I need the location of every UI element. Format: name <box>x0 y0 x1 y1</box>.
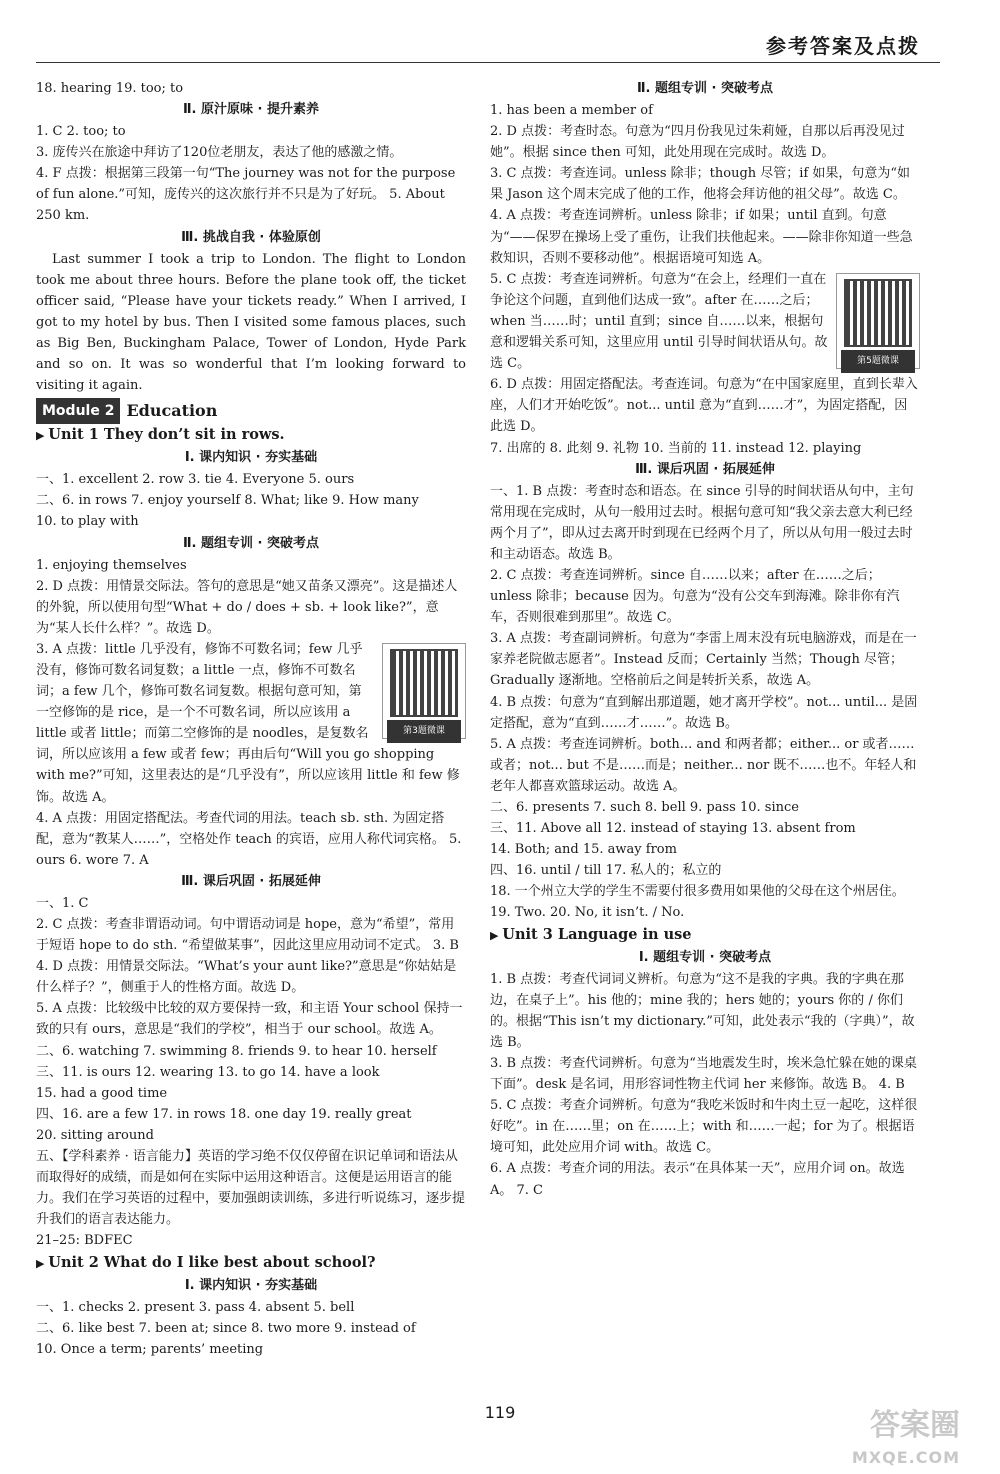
section-heading: Ⅰ. 课内知识 · 夯实基础 <box>184 1277 318 1293</box>
answer-line: 二、6. in rows 7. enjoy yourself 8. What; like 9. How many <box>36 493 419 509</box>
answer-line: 2. C 点拨：考查非谓语动词。句中谓语动词是 hope，意为“希望”，常用于短语 hope to do sth. “希望做某事”，因此这里应用动词不定式。 3. B <box>36 917 459 954</box>
answer-line: 3. C 点拨：考查连词。unless 除非；though 尽管；if 如果，句意为“如果 Jason 这个周末完成了他的工作，他将会拜访他的祖父母”。故选 C。 <box>490 166 911 203</box>
answer-line: 三、11. is ours 12. wearing 13. to go 14. have a look <box>36 1064 380 1080</box>
module-title: Education <box>126 401 218 421</box>
answer-line: 5. A 点拨：比较级中比较的双方要保持一致，和主语 Your school 保持一致的只有 ours，意思是“我们的学校”，相当于 our school。故选 A。 <box>36 1001 463 1038</box>
answer-line: 21–25: BDFEC <box>36 1233 133 1249</box>
qr-code-micro-lesson-3[interactable] <box>382 643 466 739</box>
answer-line: 一、1. checks 2. present 3. pass 4. absent 5. bell <box>36 1299 355 1315</box>
watermark-text: 答案圈 <box>870 1408 960 1443</box>
answer-line: 4. A 点拨：考查连词辨析。unless 除非；if 如果；until 直到。句意为“——保罗在操场上受了重伤，让我们扶他起来。——除非你知道一些急救知识，否则不要移动他”。根据语境可知选 A。 <box>490 208 913 266</box>
unit-heading: ▶ Unit 3 Language in use <box>490 924 920 947</box>
answer-line: 2. C 点拨：考查连词辨析。since 自……以来；after 在……之后；unless 除非；because 因为。句意为“没有公交车到海滩。除非你有汽车，否则很难到那里”。故选 C。 <box>490 567 900 626</box>
left-column <box>36 78 466 1360</box>
watermark-logo <box>852 1410 960 1474</box>
answer-line: 18. 一个州立大学的学生不需要付很多费用如果他的父母在这个州居住。 <box>490 884 905 900</box>
answer-line: 7. 出席的 8. 此刻 9. 礼物 10. 当前的 11. instead 12. playing <box>490 440 862 456</box>
answer-line: 3. 庞传兴在旅途中拜访了120位老朋友，表达了他的感激之情。 <box>36 145 403 161</box>
qr-label: 第3题微课 <box>387 720 461 743</box>
watermark-url: MXQE.COM <box>851 1448 960 1467</box>
answer-line: 二、6. watching 7. swimming 8. friends 9. to hear 10. herself <box>36 1043 437 1059</box>
answer-line: 20. sitting around <box>36 1127 154 1143</box>
right-column <box>490 78 920 1201</box>
answer-line: 19. Two. 20. No, it isn’t. / No. <box>490 905 685 921</box>
qr-code-micro-lesson-5[interactable] <box>836 273 920 369</box>
answer-line: 3. A 点拨：考查副词辨析。句意为“李雷上周末没有玩电脑游戏，而是在一家养老院做志愿者”。Instead 反而；Certainly 当然；Though 尽管；Gradually 逐渐地。空格前后之间是转折关系，故选 A。 <box>490 631 917 689</box>
answer-line: 4. A 点拨：用固定搭配法。考查代词的用法。teach sb. sth. 为固定搭配，意为“教某人……”，空格处作 teach 的宾语，应用人称代词宾格。 5. ours 6. wore 7. A <box>36 810 462 868</box>
answer-line: 15. had a good time <box>36 1085 168 1101</box>
answer-line: 5. C 点拨：考查连词辨析。句意为“在会上，经理们一直在争论这个问题，直到他们达成一致”。after 在……之后；when 当……时；until 直到；since 自……以来，根据句意和逻辑关系可知，这里应用 until 引导时间状语从句。故选 C。 <box>490 271 828 372</box>
header-rule <box>36 62 940 63</box>
answer-line: 18. hearing 19. too; to <box>36 81 184 96</box>
essay-paragraph: Last summer I took a trip to London. The flight to London took me about three hours. Before the plane took off, the ticket officer said, “Please have your tickets ready.” When I arrived, I got to my hotel by bus. Then I visited some famous places, such as Big Ben, Buckingham Palace, Tower of London, Hyde Park and so on. It was so wonderful that I’m looking forward to visiting it again. <box>36 251 466 394</box>
answer-line: 5. C 点拨：考查介词辨析。句意为“我吃米饭时和牛肉土豆一起吃，这样很好吃”。in 在……里；on 在……上；with 和……一起；for 为了。根据语境可知，此处应用介词 with。故选 C。 <box>490 1098 918 1156</box>
section-heading: Ⅲ. 挑战自我 · 体验原创 <box>181 229 321 245</box>
module-heading <box>36 398 466 424</box>
section-heading: Ⅰ. 课内知识 · 夯实基础 <box>184 450 318 466</box>
answer-line: 6. D 点拨：用固定搭配法。考查连词。句意为“在中国家庭里，直到长辈入座，人们才开始吃饭”。not... until 意为“直到……才”，为固定搭配，因此选 D。 <box>490 377 918 435</box>
section-heading: Ⅱ. 题组专训 · 突破考点 <box>182 535 320 551</box>
section-heading: Ⅰ. 题组专训 · 突破考点 <box>638 949 772 965</box>
answer-line: 二、6. presents 7. such 8. bell 9. pass 10. since <box>490 800 799 815</box>
page-number: 119 <box>484 1403 516 1422</box>
qr-label: 第5题微课 <box>841 350 915 373</box>
answer-line: 四、16. are a few 17. in rows 18. one day 19. really great <box>36 1106 412 1122</box>
running-header: 参考答案及点拨 <box>766 34 920 58</box>
answer-line: 4. F 点拨：根据第三段第一句“The journey was not for the purpose of fun alone.”可知，庞传兴的这次旅行并不只是为了好玩。 5. About 250 km. <box>36 166 456 224</box>
section-heading: Ⅱ. 原汁原味 · 提升素养 <box>182 102 320 118</box>
answer-line: 2. D 点拨：用情景交际法。答句的意思是“她又苗条又漂亮”。这是描述人的外貌，所以使用句型“What + do / does + sb. + look like?”，意为“某人长什么样？”。故选 D。 <box>36 578 458 636</box>
answer-line: 10. Once a term; parents’ meeting <box>36 1341 264 1357</box>
answer-line: 1. C 2. too; to <box>36 124 126 140</box>
answer-line: 三、11. Above all 12. instead of staying 13. absent from <box>490 821 856 837</box>
answer-line: 一、1. B 点拨：考查时态和语态。在 since 引导的时间状语从句中，主句常用现在完成时，从句一般用过去时。根据句意可知“我父亲去意大利已经两个月了”，即从过去离开时到现在已经两个月了，所以从句用一般过去时和主动语态。故选 B。 <box>490 483 914 562</box>
section-heading: Ⅱ. 题组专训 · 突破考点 <box>636 81 774 96</box>
answer-line: 1. enjoying themselves <box>36 557 187 573</box>
qr-code-icon <box>390 649 458 717</box>
answer-line: 3. B 点拨：考查代词辨析。句意为“当地震发生时，埃米急忙躲在她的课桌下面”。desk 是名词，用形容词性物主代词 her 来修饰。故选 B。 4. B <box>490 1055 917 1093</box>
answer-line: 二、6. like best 7. been at; since 8. two more 9. instead of <box>36 1320 416 1336</box>
answer-line: 一、1. C <box>36 895 89 911</box>
answer-line: 10. to play with <box>36 514 139 530</box>
answer-line: 一、1. excellent 2. row 3. tie 4. Everyone 5. ours <box>36 472 355 488</box>
qr-code-icon <box>844 279 912 347</box>
answer-line: 1. has been a member of <box>490 103 653 118</box>
answer-line: 五、【学科素养 · 语言能力】英语的学习绝不仅仅停留在识记单词和语法从而取得好的成绩，而是如何在实际中运用这种语言。这便是运用语言的能力。我们在学习英语的过程中，要加强朗读训练，多进行听说练习，逐步提升我们的语言表达能力。 <box>36 1149 466 1228</box>
answer-line: 1. B 点拨：考查代词词义辨析。句意为“这不是我的字典。我的字典在那边，在桌子上”。his 他的；mine 我的；hers 她的；yours 你的 / 你们的。根据“This isn’t my dictionary.”可知，此处表示“我的（字典）”，故选 B。 <box>490 971 915 1050</box>
unit-heading: ▶ Unit 2 What do I like best about school? <box>36 1252 466 1275</box>
section-heading: Ⅲ. 课后巩固 · 拓展延伸 <box>181 873 321 889</box>
answer-line: 5. A 点拨：考查连词辨析。both... and 和两者都；either... or 或者……或者；not... but 不是……而是；neither... nor 既不……也不。年轻人和老年人都喜欢篮球运动。故选 A。 <box>490 736 917 794</box>
answer-line: 6. A 点拨：考查介词的用法。表示“在具体某一天”，应用介词 on。故选 A。 7. C <box>490 1161 905 1198</box>
answer-line: 四、16. until / till 17. 私人的；私立的 <box>490 863 722 879</box>
answer-line: 14. Both; and 15. away from <box>490 842 677 858</box>
unit-heading: ▶ Unit 1 They don’t sit in rows. <box>36 424 466 447</box>
answer-line: 2. D 点拨：考查时态。句意为“四月份我见过朱莉娅，自那以后再没见过她”。根据 since then 可知，此处用现在完成时。故选 D。 <box>490 124 905 161</box>
answer-line: 4. D 点拨：用情景交际法。“What’s your aunt like?”意思是“你姑姑是什么样子？”，侧重于人的性格方面。故选 D。 <box>36 959 457 996</box>
answer-line: 4. B 点拨：句意为“直到解出那道题，她才离开学校”。not... until... 是固定搭配，意为“直到……才……”。故选 B。 <box>490 694 918 731</box>
answer-line: 3. A 点拨：little 几乎没有，修饰不可数名词；few 几乎没有，修饰可数名词复数；a little 一点，修饰不可数名词；a few 几个，修饰可数名词复数。根据句意可知，第一空修饰的是 rice，是一个不可数名词，所以应该用 a little 或者 little；而第二空修饰的是 noodles，是复数名词，所以应该用 a few 或者 few；再由后句“Will you go shopping with me?”可知，这里表达的是“几乎没有”，所以应该用 little 和 few 修饰。故选 A。 <box>36 641 460 805</box>
module-tag: Module 2 <box>36 398 120 424</box>
section-heading: Ⅲ. 课后巩固 · 拓展延伸 <box>635 461 775 477</box>
